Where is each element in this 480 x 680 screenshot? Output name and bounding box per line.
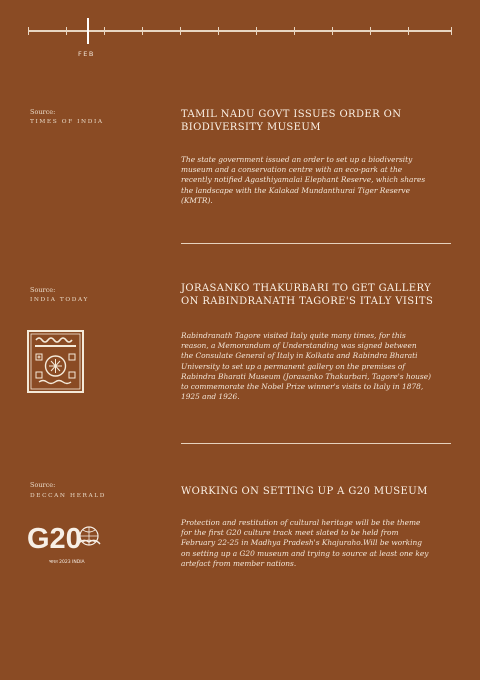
article-body: Rabindranath Tagore visited Italy quite many times, for this reason, a Memorandum of Understanding was signed between the Consulate General of Italy in Kolkata and Rabindra Bharati University to set up a permanent gallery on the premises of Rabindra Bharati Museum (Jorasanko Thakurbari, Tagore's house) to commemorate the Nobel Prize winner's visits to Italy in 1878, 1925 and 1926. [181,331,431,402]
timeline-tick [104,27,105,35]
timeline-tick [408,27,409,35]
source-label: Source: [30,108,56,116]
timeline-tick [180,27,181,35]
timeline-current-marker [87,18,89,44]
svg-text:G20: G20 [27,523,82,555]
source-name: DECCAN HERALD [30,493,106,499]
rabindra-bharati-university-emblem-icon [27,330,84,393]
timeline-tick [218,27,219,35]
timeline-month-label: FEB [78,50,95,58]
timeline-tick [66,27,67,35]
source-name: TIMES OF INDIA [30,119,104,125]
source-name: INDIA TODAY [30,297,89,303]
timeline-tick [370,27,371,35]
article-title: TAMIL NADU GOVT ISSUES ORDER ON BIODIVERSITY MUSEUM [181,109,402,133]
article-body: The state government issued an order to set up a biodiversity museum and a conservation centre with an eco-park at the recently notified Agasthiyamalai Elephant Reserve, which shares the landscape with the Kalakad Mundanthurai Tiger Reserve (KMTR). [181,155,426,205]
g20-logo-icon [27,518,103,566]
article-divider [181,443,451,444]
source-label: Source: [30,286,56,294]
timeline-tick [142,27,143,35]
timeline-tick [332,27,333,35]
timeline-tick [451,27,452,35]
article-title: WORKING ON SETTING UP A G20 MUSEUM [181,486,428,497]
timeline-tick [28,27,29,35]
article-divider [181,243,451,244]
timeline-tick [294,27,295,35]
source-label: Source: [30,481,56,489]
article-title: JORASANKO THAKURBARI TO GET GALLERY ON RABINDRANATH TAGORE'S ITALY VISITS [181,283,434,307]
timeline-tick [256,27,257,35]
svg-text:भारत 2023 INDIA: भारत 2023 INDIA [49,560,85,565]
timeline [28,30,452,32]
article-body: Protection and restitution of cultural heritage will be the theme for the first G20 culture track meet slated to be held from February 22-25 in Madhya Pradesh's Khajuraho.Will be working on setting up a G20 museum and trying to source at least one key artefact from member nations. [181,518,429,568]
